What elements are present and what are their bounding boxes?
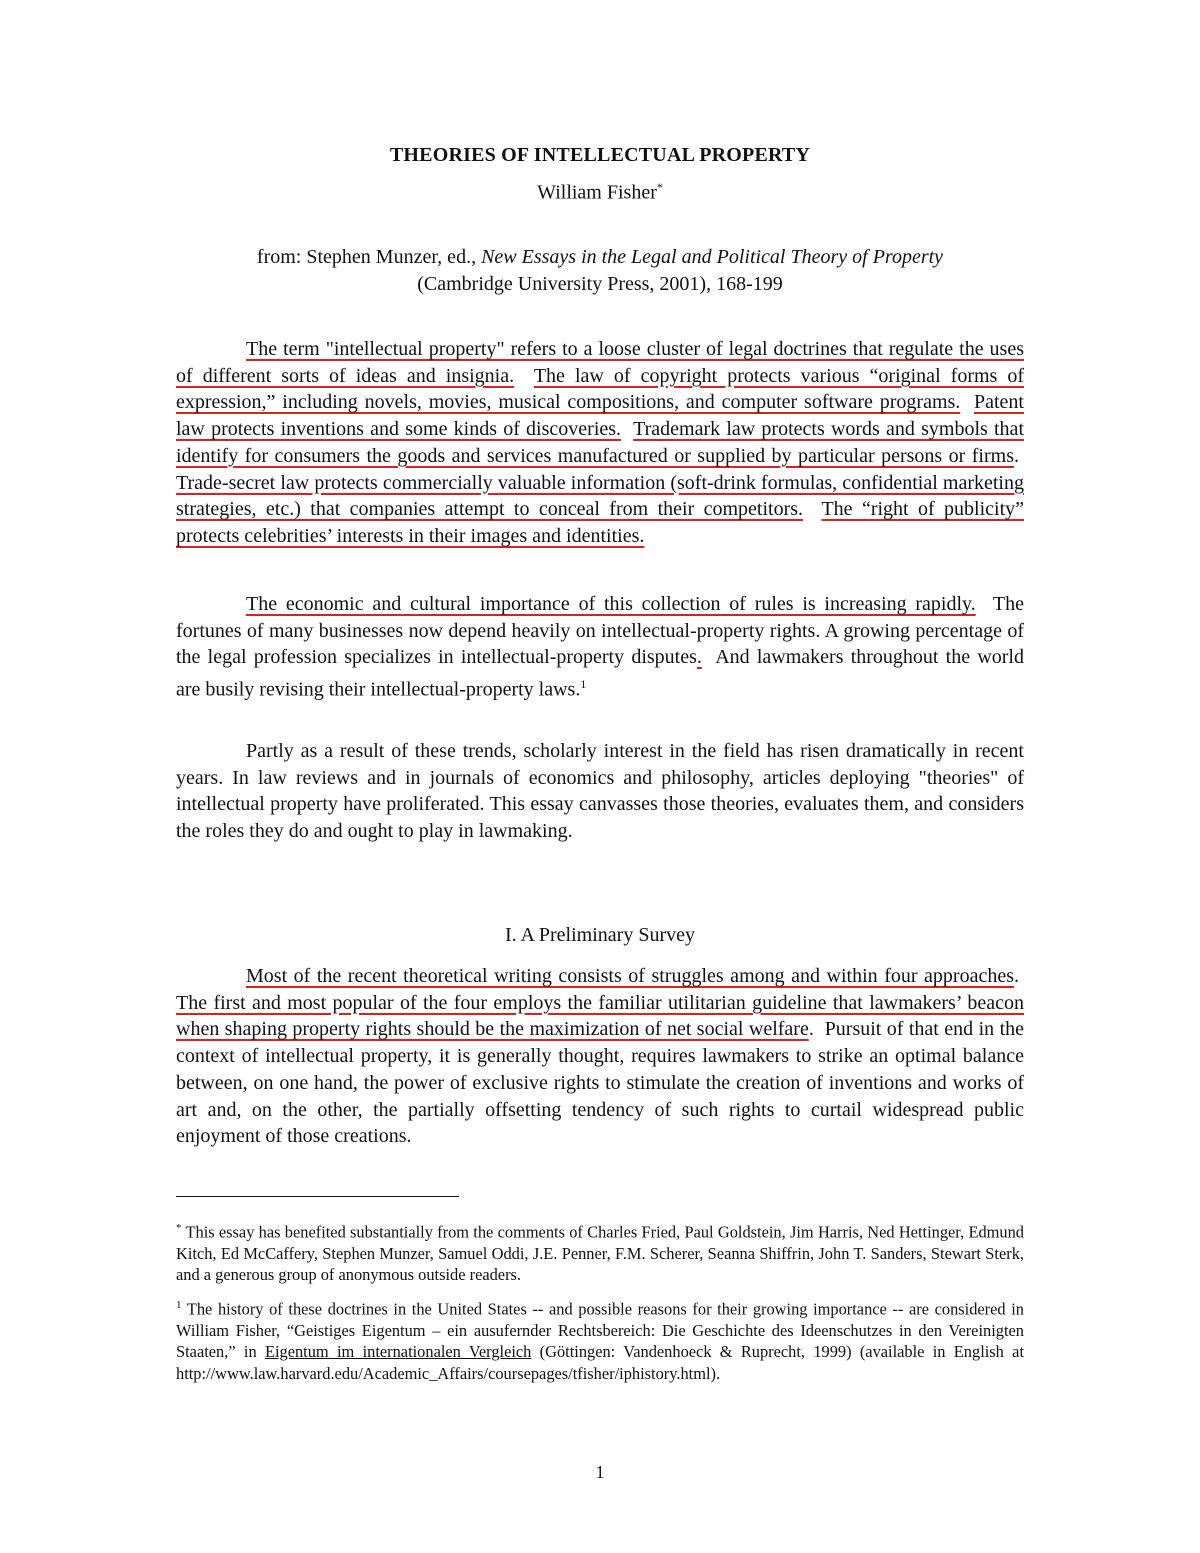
footnotes: [176, 1218, 1024, 1393]
source-publisher: (Cambridge University Press, 2001), 168-199: [417, 273, 783, 295]
footnote-mark: *: [176, 1222, 182, 1234]
section-heading: I. A Preliminary Survey: [505, 924, 695, 946]
highlighted-sentence: Patent law protects inventions and some kinds of discoveries.: [176, 391, 1024, 441]
author-name: William Fisher: [537, 181, 657, 204]
page-number: 1: [595, 1462, 605, 1482]
highlighted-sentence: Most of the recent theoretical writing consists of struggles among and within four approaches: [246, 965, 1014, 987]
paragraph-2: The economic and cultural importance of this collection of rules is increasing rapidly. The fortunes of many businesses now depend heavily on intellectual-property rights. A growing percentage of the legal profession specializes in intellectual-property disputes. And lawmakers throughout the world are busily revising their intellectual-property laws.$^1$: [176, 593, 1025, 701]
paragraph-3: [176, 738, 1024, 845]
footnote-ref: 1: [580, 677, 587, 692]
footnote-text: (Göttingen: Vandenhoeck & Ruprecht, 1999) (available in English at http://www.law.harvard.edu/Academic_Affairs/coursepages/tfisher/iphistory.html).: [176, 1342, 1024, 1383]
footnote-star: [176, 1218, 1024, 1286]
highlighted-sentence: The economic and cultural importance of this collection of rules is increasing rapidly.: [246, 593, 976, 615]
source-citation: [176, 244, 1024, 298]
footnote-divider: [176, 1196, 459, 1197]
paragraph-text: Partly as a result of these trends, scholarly interest in the field has risen dramatically in recent years. In law reviews and in journals of economics and philosophy, articles deploying "theories" of intellectual property have proliferated. This essay canvasses those theories, evaluates them, and considers the roles they do and ought to play in lawmaking.: [176, 740, 1024, 843]
highlighted-sentence: Trademark law protects words and symbols that identify for consumers the goods and services manufactured or supplied by particular persons or firms: [176, 418, 1024, 467]
sentence: The fortunes of many businesses now depend heavily on intellectual-property rights. A growing percentage of the legal profession specializes in intellectual-property disputes: [176, 593, 1025, 669]
author-line: [176, 180, 1024, 205]
source-prefix: from: Stephen Munzer, ed.,: [256, 246, 482, 268]
highlighted-sentence: The first and most popular of the four employs the familiar utilitarian guideline that lawmakers’ beacon when shaping property rights should be the maximization of net social welfare: [176, 991, 1024, 1041]
paragraph-1: The term "intellectual property" refers to a loose cluster of legal doctrines that regulate the uses of different sorts of ideas and insignia. The law of copyright protects various “original forms of expression,” including novels, movies, musical compositions, and computer software programs. Patent law protects inventions and some kinds of discoveries. Trademark law protects words and symbols that identify for consumers the goods and services manufactured or supplied by particular persons or firms. Trade-secret law protects commercially valuable information (soft-drink formulas, confidential marketing strategies, etc.) that companies attempt to conceal from their competitors. The “right of publicity” protects celebrities’ interests in their images and identities.: [176, 338, 1025, 547]
footnote-mark: 1: [176, 1298, 182, 1311]
footnote-1: [176, 1295, 1024, 1384]
highlighted-sentence: Trade-secret law protects commercially valuable information (soft-drink formulas, confidential marketing strategies, etc.) that companies attempt to conceal from their competitors.: [176, 471, 1024, 521]
footnote-text: The history of these doctrines in the United States -- and possible reasons for their growing importance -- are considered in William Fisher, “Geistiges Eigentum – ein ausufernder Rechtsbereich: Die Geschichte des Ideenschutzes in den Vereinigten Staaten,” in: [176, 1299, 1024, 1362]
paragraph-4: Most of the recent theoretical writing consists of struggles among and within four approaches. The first and most popular of the four employs the familiar utilitarian guideline that lawmakers’ beacon when shaping property rights should be the maximization of net social welfare. Pursuit of that end in the context of intellectual property, it is generally thought, requires lawmakers to strike an optimal balance between, on one hand, the power of exclusive rights to stimulate the creation of inventions and works of art and, on the other, the partially offsetting tendency of such rights to curtail widespread public enjoyment of those creations.: [176, 965, 1025, 1148]
author-footnote-mark: *: [656, 180, 663, 194]
sentence: And lawmakers throughout the world are busily revising their intellectual-property laws.: [176, 646, 1024, 701]
footnote-text: This essay has benefited substantially from the comments of Charles Fried, Paul Goldstein, Jim Harris, Ned Hettinger, Edmund Kitch, Ed McCaffery, Stephen Munzer, Samuel Oddi, J.E. Penner, F.M. Scherer, Seanna Shiffrin, John T. Sanders, Stewart Sterk, and a generous group of anonymous outside readers.: [176, 1222, 1024, 1285]
paper-title: THEORIES OF INTELLECTUAL PROPERTY: [389, 144, 811, 166]
sentence: Pursuit of that end in the context of intellectual property, it is generally thought, requires lawmakers to strike an optimal balance between, on one hand, the power of exclusive rights to stimulate the creation of inventions and works of art and, on the other, the partially offsetting tendency of such rights to curtail widespread public enjoyment of those creations.: [176, 1018, 1025, 1148]
highlighted-sentence: The term "intellectual property" refers to a loose cluster of legal doctrines that regulate the uses of different sorts of ideas and insignia.: [176, 338, 1024, 387]
highlighted-sentence: The “right of publicity” protects celebrities’ interests in their images and identities.: [176, 498, 1025, 547]
footnote-book-title: Eigentum im internationalen Vergleich: [264, 1342, 532, 1362]
source-book-title: New Essays in the Legal and Political Theory of Property: [481, 246, 944, 268]
highlighted-sentence: The law of copyright protects various “original forms of expression,” including novels, movies, musical compositions, and computer software programs.: [176, 364, 1025, 414]
